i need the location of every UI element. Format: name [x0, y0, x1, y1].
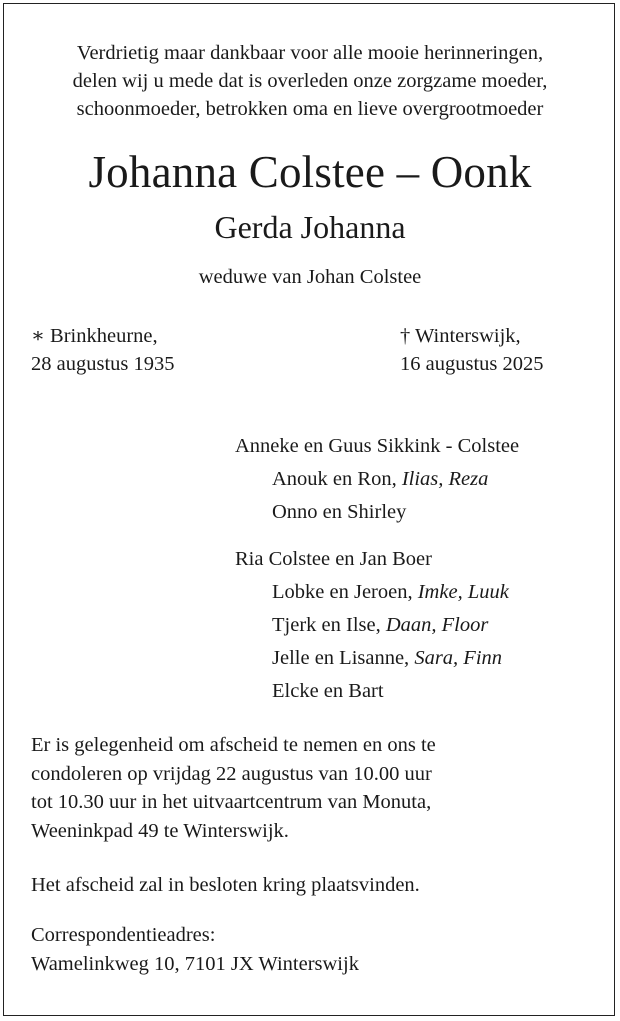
member-couple: Elcke en Bart: [272, 680, 384, 702]
private-farewell: Het afscheid zal in besloten kring plaatsvinden.: [31, 874, 420, 896]
intro-line: Verdrietig maar dankbaar voor alle mooie herinneringen,: [76, 42, 544, 64]
intro-line: delen wij u mede dat is overleden onze zorgzame moeder,: [72, 70, 548, 92]
family-member: [272, 468, 488, 491]
member-couple: Lobke en Jeroen,: [272, 581, 418, 603]
member-couple: Anouk en Ron,: [272, 468, 402, 490]
death-date: 16 augustus 2025: [400, 353, 544, 375]
member-couple: Onno en Shirley: [272, 501, 407, 523]
death-info: [400, 322, 544, 378]
farewell-paragraph: [31, 731, 589, 845]
member-children: Sara, Finn: [414, 647, 503, 669]
death-place: † Winterswijk,: [400, 325, 521, 347]
farewell-line: condoleren op vrijdag 22 augustus van 10.00 uur: [31, 762, 432, 785]
birth-date: 28 augustus 1935: [31, 353, 175, 375]
family-member: [272, 501, 406, 524]
member-children: Ilias, Reza: [401, 468, 489, 490]
family-member: [272, 614, 488, 637]
member-children: Daan, Floor: [385, 614, 489, 636]
family-member: [272, 680, 384, 703]
member-couple: Jelle en Lisanne,: [272, 647, 415, 669]
intro-text: [4, 39, 616, 123]
widow-of: weduwe van Johan Colstee: [198, 266, 422, 288]
obituary-card: [3, 3, 615, 1016]
family-head: Ria Colstee en Jan Boer: [235, 548, 432, 570]
family-member: [272, 647, 502, 670]
birth-info: [31, 322, 175, 378]
family-member: [272, 581, 509, 604]
member-children: Imke, Luuk: [417, 581, 509, 603]
deceased-given-names: Gerda Johanna: [214, 209, 406, 245]
correspondence: [31, 921, 589, 978]
deceased-name: Johanna Colstee – Oonk: [88, 147, 532, 197]
farewell-line: Weeninkpad 49 te Winterswijk.: [31, 819, 289, 842]
intro-line: schoonmoeder, betrokken oma en lieve overgrootmoeder: [76, 98, 544, 120]
correspondence-address: Wamelinkweg 10, 7101 JX Winterswijk: [31, 952, 359, 975]
family-head: Anneke en Guus Sikkink - Colstee: [235, 435, 520, 457]
farewell-line: Er is gelegenheid om afscheid te nemen en ons te: [31, 734, 436, 756]
correspondence-label: Correspondentieadres:: [31, 924, 216, 946]
birth-place: ∗ Brinkheurne,: [31, 325, 158, 347]
member-couple: Tjerk en Ilse,: [272, 614, 386, 636]
farewell-line: tot 10.30 uur in het uitvaartcentrum van Monuta,: [31, 791, 432, 813]
